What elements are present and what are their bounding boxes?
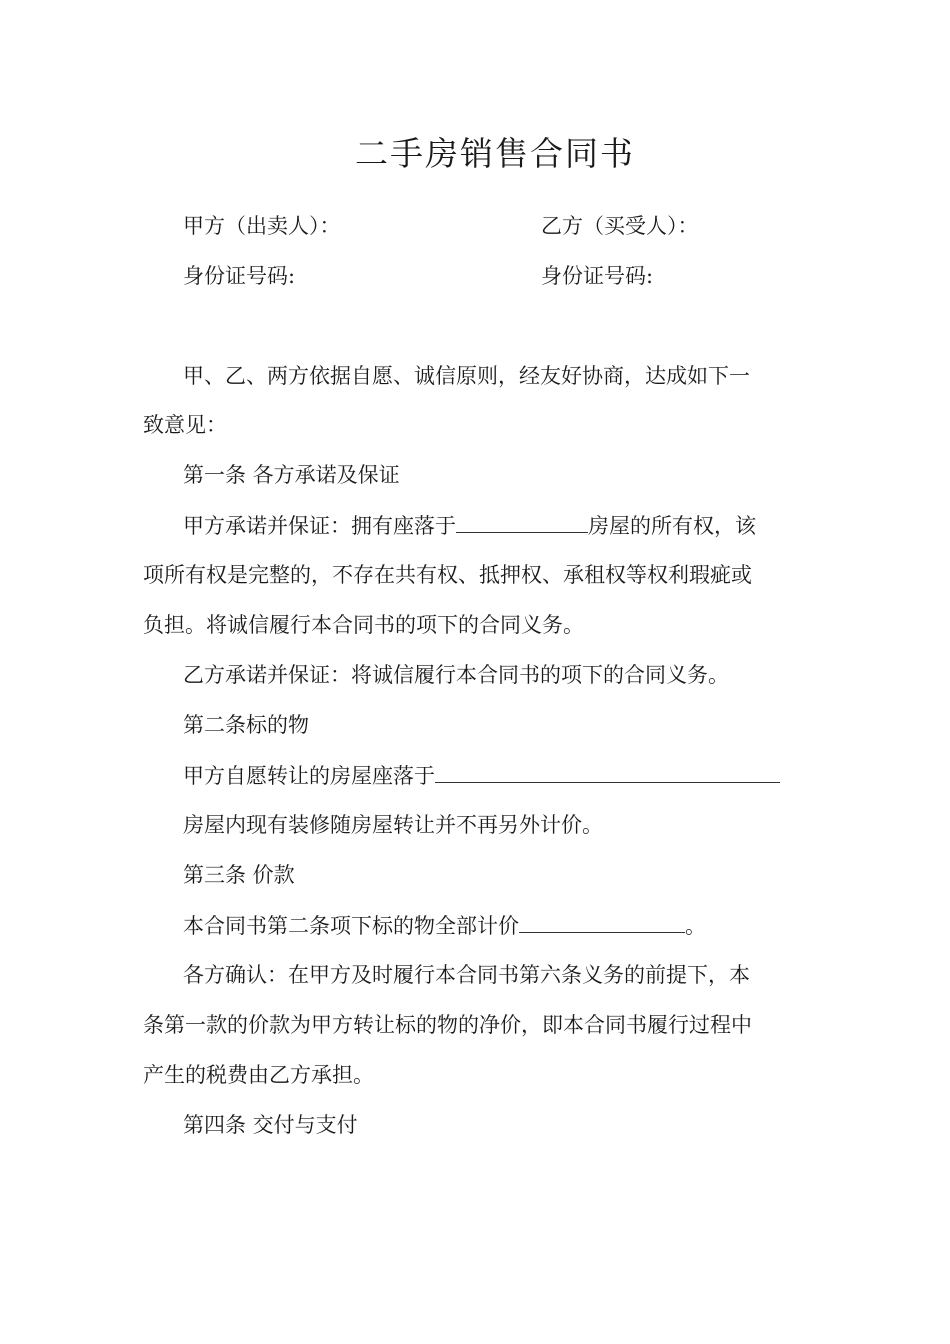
article-2-line-2: 房屋内现有装修随房屋转让并不再另外计价。 xyxy=(183,813,603,837)
subject-location-text: 甲方自愿转让的房屋座落于 xyxy=(183,764,435,788)
subject-location-blank xyxy=(435,760,780,783)
article-4-heading: 第四条 交付与支付 xyxy=(183,1113,358,1137)
party-a-id-label: 身份证号码: xyxy=(183,264,296,288)
article-1-seller-line-2: 项所有权是完整的，不存在共有权、抵押权、承租权等权利瑕疵或 xyxy=(143,563,752,587)
seller-line-1-end: 房屋的所有权，该 xyxy=(588,514,756,538)
article-1-seller-line-1 xyxy=(183,510,756,541)
article-2-heading: 第二条标的物 xyxy=(183,713,309,737)
seller-line-1-start: 甲方承诺并保证：拥有座落于 xyxy=(183,514,456,538)
price-end: 。 xyxy=(685,914,706,938)
article-3-confirm-line-2: 条第一款的价款为甲方转让标的物的净价，即本合同书履行过程中 xyxy=(143,1013,752,1037)
party-b-label: 乙方（买受人）： xyxy=(541,214,699,238)
article-3-heading: 第三条 价款 xyxy=(183,863,295,887)
article-1-seller-line-3: 负担。将诚信履行本合同书的项下的合同义务。 xyxy=(143,613,584,637)
article-1-heading: 第一条 各方承诺及保证 xyxy=(183,463,400,487)
article-3-price-line xyxy=(183,910,706,941)
party-a-label: 甲方（出卖人）： xyxy=(183,214,341,238)
price-blank xyxy=(519,910,685,933)
article-1-buyer-line: 乙方承诺并保证：将诚信履行本合同书的项下的合同义务。 xyxy=(183,663,729,687)
price-text: 本合同书第二条项下标的物全部计价 xyxy=(183,914,519,938)
property-location-blank xyxy=(456,510,588,533)
intro-line-2: 致意见： xyxy=(143,413,227,437)
document-title: 二手房销售合同书 xyxy=(355,134,635,173)
article-2-line-1 xyxy=(183,760,780,791)
intro-line-1: 甲、乙、两方依据自愿、诚信原则，经友好协商，达成如下一 xyxy=(183,364,750,388)
article-3-confirm-line-3: 产生的税费由乙方承担。 xyxy=(143,1063,374,1087)
article-3-confirm-line-1: 各方确认：在甲方及时履行本合同书第六条义务的前提下，本 xyxy=(183,963,750,987)
party-b-id-label: 身份证号码: xyxy=(541,264,654,288)
